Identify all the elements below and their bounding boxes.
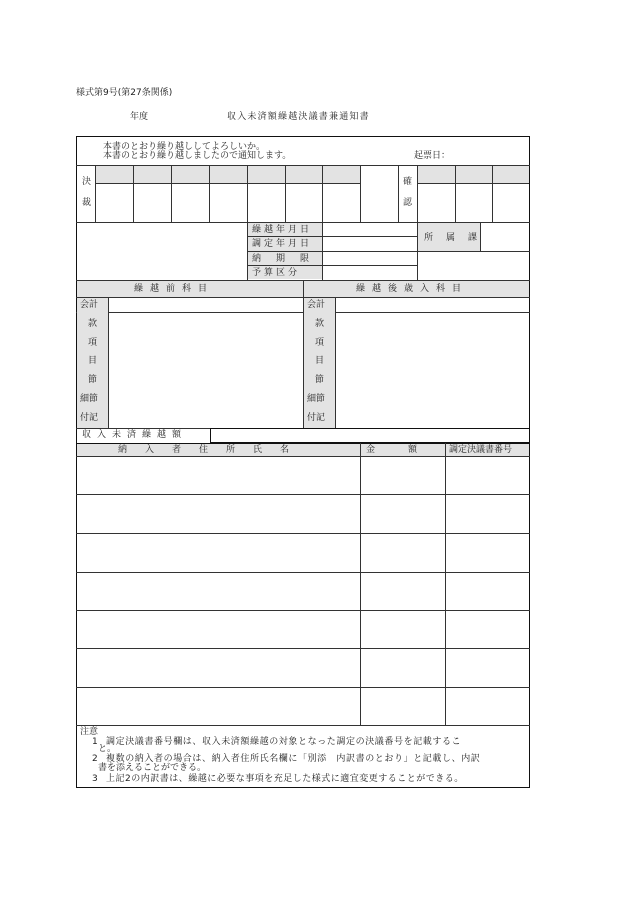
divider	[133, 165, 134, 222]
before-label-saisetsu: 細節	[80, 394, 99, 404]
after-label-kan: 款	[315, 319, 325, 329]
before-label-setsu: 節	[88, 375, 98, 385]
yosan-kubun-label: 予算区分	[252, 268, 301, 278]
divider	[247, 251, 530, 252]
after-label-moku: 目	[315, 356, 325, 366]
divider	[171, 165, 172, 222]
intro-line-1: 本書のとおり繰り越ししてよろしいか。	[103, 142, 266, 152]
divider	[247, 236, 417, 237]
before-subject-header: 繰越前科目	[134, 284, 215, 294]
kessai-char-2: 裁	[82, 198, 92, 208]
divider	[335, 297, 336, 428]
divider	[322, 165, 323, 222]
divider	[247, 165, 248, 222]
amount-label: 収入未済繰越額	[82, 430, 188, 440]
kakunin-char-2: 認	[403, 198, 413, 208]
before-label-kou: 項	[88, 338, 98, 348]
table-row-divider	[76, 533, 530, 534]
after-label-saisetsu: 細節	[307, 394, 326, 404]
divider	[95, 183, 360, 184]
draft-date-label: 起票日：	[414, 151, 451, 161]
divider	[247, 265, 417, 266]
form-number: 様式第9号(第27条関係)	[76, 88, 173, 98]
fiscal-year-label: 年度	[130, 112, 149, 122]
note-3-num: 3	[92, 774, 98, 784]
shozoku-ka-label: 所 属 課	[424, 233, 480, 243]
note-2-line2: 書を添えることができる。	[98, 763, 207, 773]
note-2-line1: 複数の納入者の場合は、納入者住所氏名欄に「別添 内訳書のとおり」と記載し、内訳	[106, 754, 481, 764]
divider	[209, 165, 210, 222]
chotei-date-label: 調定年月日	[252, 239, 313, 249]
table-row-divider	[76, 648, 530, 649]
note-1-line2: と。	[98, 744, 117, 754]
divider	[398, 165, 399, 222]
note-3-line1: 上記2の内訳書は、繰越に必要な事項を充足した様式に適宜変更することができる。	[106, 774, 464, 784]
note-1-num: 1	[92, 737, 98, 747]
note-2-num: 2	[92, 754, 98, 764]
approval-header-strip	[95, 166, 360, 183]
divider	[417, 183, 529, 184]
divider	[76, 456, 530, 457]
after-label-fuki: 付記	[307, 413, 326, 423]
confirm-header-strip	[417, 166, 529, 183]
divider	[76, 312, 530, 313]
amount-header: 金 額	[366, 445, 430, 455]
nouki-label: 納 期 限	[252, 254, 313, 264]
table-row-divider	[76, 572, 530, 573]
after-label-kaikei: 会計	[307, 300, 326, 310]
table-row-divider	[76, 610, 530, 611]
decision-number-header: 調定決議書番号	[449, 445, 513, 455]
divider	[417, 165, 418, 222]
kessai-char-1: 決	[82, 177, 92, 187]
divider	[108, 297, 109, 428]
amount-value-box[interactable]	[210, 428, 530, 443]
divider	[285, 165, 286, 222]
after-label-setsu: 節	[315, 375, 325, 385]
table-row-divider	[76, 687, 530, 688]
note-1-line1: 調定決議書番号欄は、収入未済額繰越の対象となった調定の決議番号を記載するこ	[106, 737, 462, 747]
after-label-kou: 項	[315, 338, 325, 348]
divider	[492, 165, 493, 222]
divider	[76, 725, 530, 726]
document-title: 収入未済額繰越決議書兼通知書	[227, 112, 370, 122]
intro-line-2: 本書のとおり繰り越しましたので通知します。	[103, 151, 292, 161]
before-label-fuki: 付記	[80, 413, 99, 423]
divider	[445, 443, 446, 725]
before-label-kan: 款	[88, 319, 98, 329]
before-label-kaikei: 会計	[80, 300, 99, 310]
divider	[455, 165, 456, 222]
divider	[360, 165, 361, 222]
table-row-divider	[76, 494, 530, 495]
notes-title: 注意	[80, 727, 99, 737]
kurikoshi-date-label: 繰越年月日	[252, 225, 313, 235]
divider	[480, 222, 481, 251]
after-subject-header: 繰越後歳入科目	[356, 284, 469, 294]
kakunin-char-1: 確	[403, 177, 413, 187]
divider	[95, 165, 96, 222]
divider	[360, 443, 361, 725]
payer-address-name-header: 納入者住所氏名	[118, 445, 308, 455]
before-label-moku: 目	[88, 356, 98, 366]
